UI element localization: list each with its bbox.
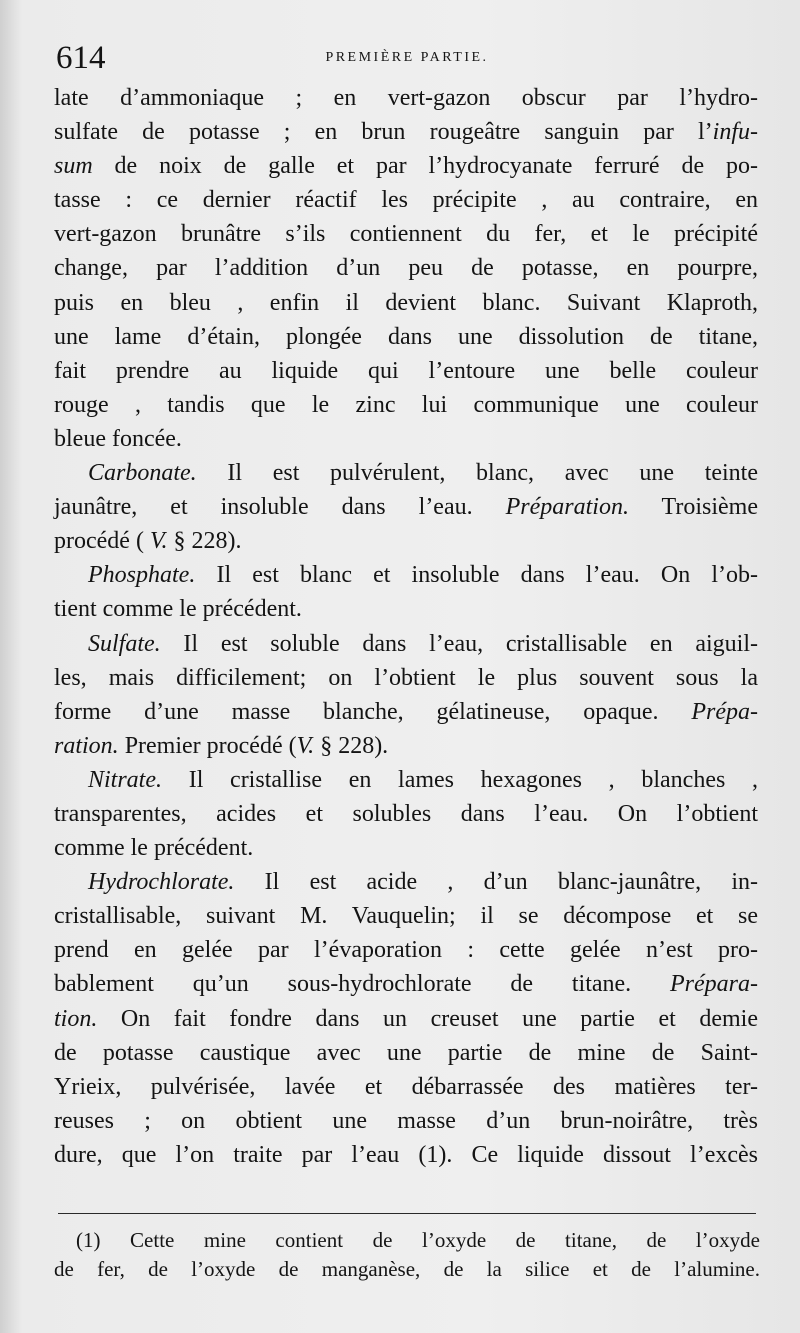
- text-line: tion. On fait fondre dans un creuset une partie et demie: [54, 1005, 758, 1032]
- text-line: late d’ammoniaque ; en vert-gazon obscur par l’hydro-: [54, 85, 758, 111]
- footnote: [54, 1226, 760, 1284]
- text-line: rouge , tandis que le zinc lui communique une couleur: [54, 391, 758, 418]
- text-line: dure, que l’on traite par l’eau (1). Ce liquide dissout l’excès: [54, 1141, 758, 1168]
- paragraph-hydrochlorate: Hydrochlorate. Il est acide , d’un blanc-jaunâtre, in-: [88, 869, 758, 896]
- text-line: bleue foncée.: [54, 425, 182, 452]
- text-line: vert-gazon brunâtre s’ils contiennent du fer, et le précipité: [54, 221, 758, 248]
- footnote-line: (1) Cette mine contient de l’oxyde de titane, de l’oxyde: [76, 1228, 760, 1252]
- text-line: procédé ( V. § 228).: [54, 528, 242, 555]
- section-heading: Nitrate.: [88, 766, 163, 793]
- page-header: [56, 38, 758, 78]
- text-line: change, par l’addition d’un peu de potasse, en pourpre,: [54, 255, 758, 282]
- text-line: transparentes, acides et solubles dans l’eau. On l’obtient: [54, 800, 758, 827]
- text-line: bablement qu’un sous-hydrochlorate de titane. Prépara-: [54, 971, 758, 998]
- text-line: de potasse caustique avec une partie de mine de Saint-: [54, 1039, 758, 1066]
- text-line: les, mais difficilement; on l’obtient le plus souvent sous la: [54, 664, 758, 691]
- text-line: jaunâtre, et insoluble dans l’eau. Préparation. Troisième: [54, 494, 758, 521]
- text-line: fait prendre au liquide qui l’entoure une belle couleur: [54, 357, 758, 384]
- paragraph-sulfate: Sulfate. Il est soluble dans l’eau, cristallisable en aiguil-: [88, 630, 758, 657]
- text-line: prend en gelée par l’évaporation : cette gelée n’est pro-: [54, 937, 758, 964]
- page-number: 614: [56, 40, 106, 76]
- section-heading: Phosphate.: [88, 562, 196, 589]
- paragraph-phosphate: Phosphate. Il est blanc et insoluble dans l’eau. On l’ob-: [88, 562, 758, 589]
- text-line: une lame d’étain, plongée dans une dissolution de titane,: [54, 323, 758, 350]
- text-line: sum de noix de galle et par l’hydrocyanate ferruré de po-: [54, 153, 758, 180]
- section-heading: Sulfate.: [88, 630, 161, 657]
- text-line: tasse : ce dernier réactif les précipite , au contraire, en: [54, 187, 758, 214]
- paragraph-nitrate: Nitrate. Il cristallise en lames hexagones , blanches ,: [88, 766, 758, 793]
- body-text: [54, 81, 758, 1172]
- text-line: tient comme le précédent.: [54, 596, 302, 623]
- section-heading: Hydrochlorate.: [88, 869, 235, 896]
- text-line: comme le précédent.: [54, 835, 254, 862]
- text-line: sulfate de potasse ; en brun rougeâtre sanguin par l’infu-: [54, 119, 758, 146]
- text-line: ration. Premier procédé (V. § 228).: [54, 732, 389, 759]
- running-head: PREMIÈRE PARTIE.: [325, 50, 489, 65]
- section-heading: Carbonate.: [88, 460, 197, 487]
- text-line: reuses ; on obtient une masse d’un brun-noirâtre, très: [54, 1107, 758, 1134]
- text-line: cristallisable, suivant M. Vauquelin; il se décompose et se: [54, 903, 758, 930]
- footnote-line: de fer, de l’oxyde de manganèse, de la silice et de l’alumine.: [54, 1257, 760, 1281]
- text-line: forme d’une masse blanche, gélatineuse, opaque. Prépa-: [54, 698, 758, 725]
- paragraph-carbonate: Carbonate. Il est pulvérulent, blanc, avec une teinte: [88, 460, 758, 487]
- footnote-divider: [58, 1213, 756, 1214]
- text-line: puis en bleu , enfin il devient blanc. Suivant Klaproth,: [54, 289, 758, 316]
- text-line: Yrieix, pulvérisée, lavée et débarrassée des matières ter-: [54, 1073, 758, 1100]
